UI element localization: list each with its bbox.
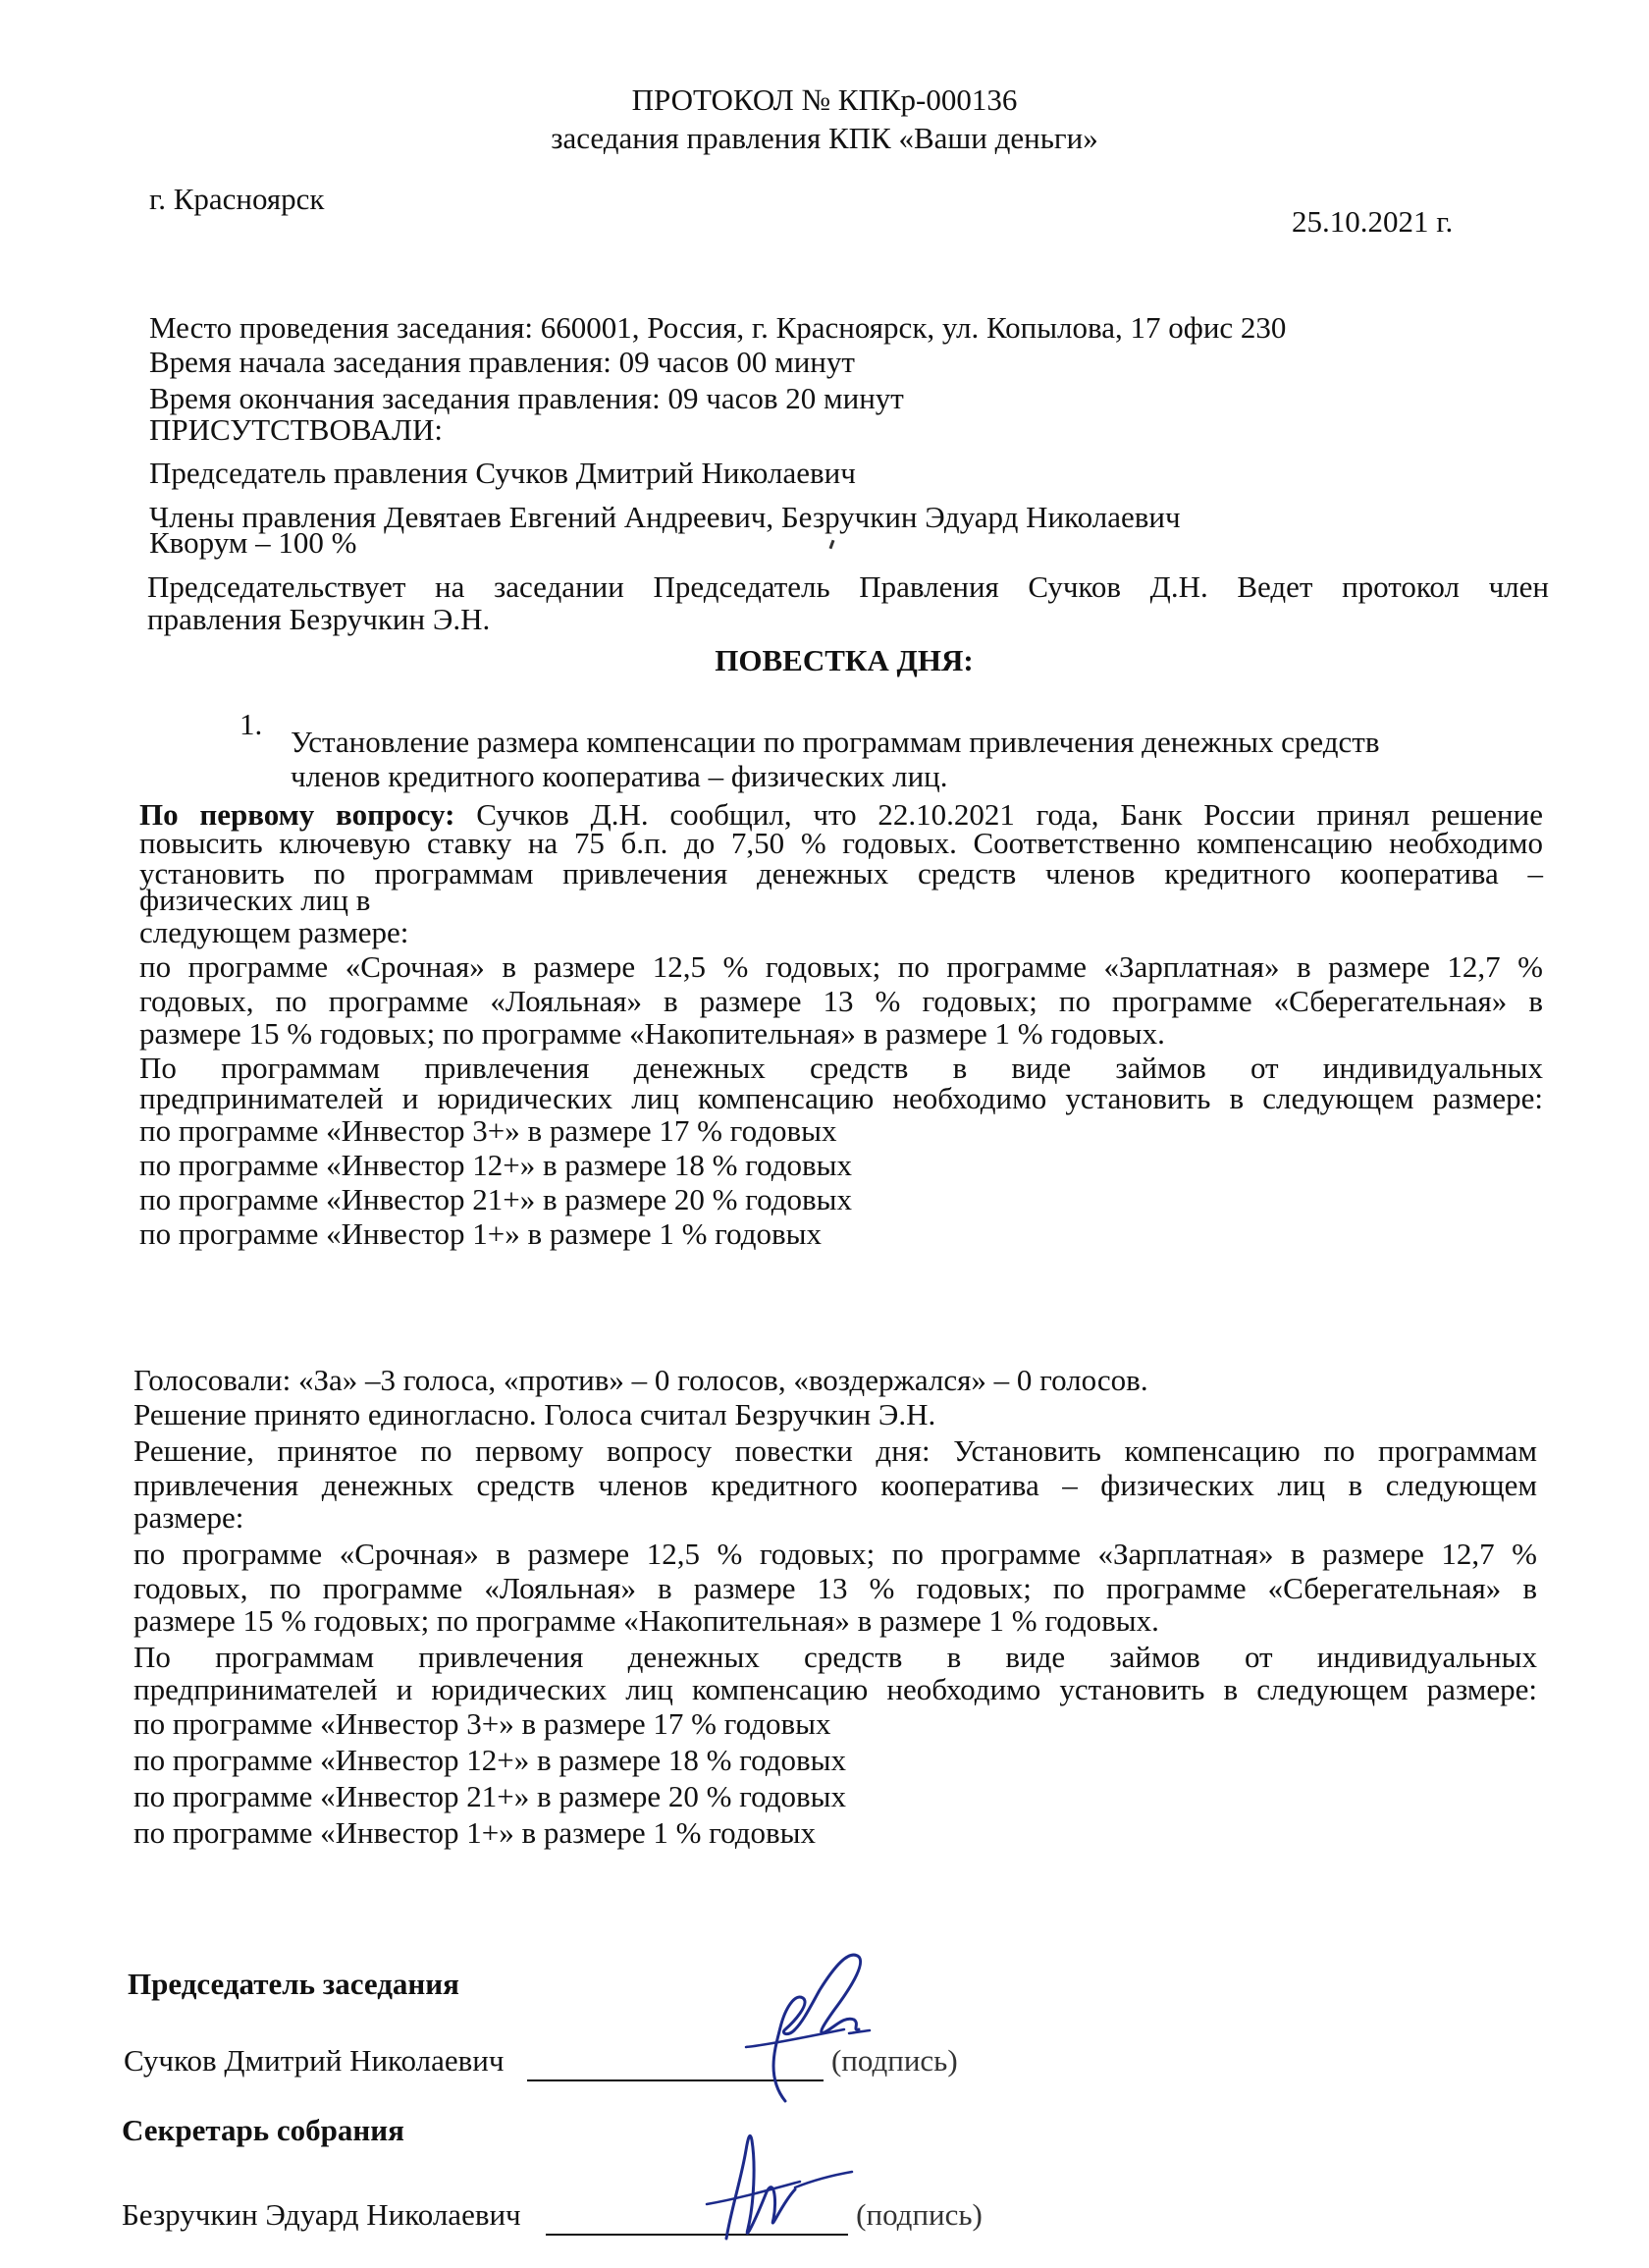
document-title: ПРОТОКОЛ № КПКр-000136 <box>631 82 1018 117</box>
first-question-text: Сучков Д.Н. сообщил, что 22.10.2021 года, Банк России принял решение <box>454 797 1543 832</box>
first-question-loans-2: предпринимателей и юридических лиц компенсацию необходимо установить в следующем размере: <box>139 1081 1543 1115</box>
decision-rates-1: по программе «Срочная» в размере 12,5 % годовых; по программе «Зарплатная» в размере 12,7 % <box>133 1537 1537 1571</box>
decision-rates-3: размере 15 % годовых; по программе «Накопительная» в размере 1 % годовых. <box>133 1603 1159 1638</box>
decision-rates-2: годовых, по программе «Лояльная» в размере 13 % годовых; по программе «Сберегательная» в <box>133 1571 1537 1605</box>
first-question-label: По первому вопросу: <box>139 797 455 832</box>
first-question-paragraph <box>139 795 1543 1253</box>
meeting-start-time: Время начала заседания правления: 09 часов 00 минут <box>149 345 855 379</box>
decision-investor-item: по программе «Инвестор 12+» в размере 18 % годовых <box>133 1743 846 1777</box>
vote-unanimous: Решение принято единогласно. Голоса считал Безручкин Э.Н. <box>133 1397 936 1431</box>
agenda-title: ПОВЕСТКА ДНЯ: <box>715 643 974 677</box>
stray-mark <box>829 540 835 549</box>
meeting-place-value: 660001, Россия, г. Красноярск, ул. Копылова, 17 офис 230 <box>533 310 1287 345</box>
agenda-item-line-2: членов кредитного кооператива – физических лиц. <box>291 759 948 793</box>
decision-line-1: Решение, принятое по первому вопросу повестки дня: Установить компенсацию по программам <box>133 1433 1537 1468</box>
first-question-rates-2: годовых, по программе «Лояльная» в размере 13 % годовых; по программе «Сберегательная» в <box>139 984 1543 1018</box>
first-question-line-4: физических лиц в <box>139 883 371 917</box>
presiding-line-2: правления Безручкин Э.Н. <box>147 602 491 636</box>
secretary-handwritten-signature <box>687 2111 883 2268</box>
decision-line-2: привлечения денежных средств членов кредитного кооператива – физических лиц в следующем <box>133 1468 1537 1502</box>
members-line: Члены правления Девятаев Евгений Андреевич, Безручкин Эдуард Николаевич <box>149 500 1181 534</box>
first-question-investor-item: по программе «Инвестор 21+» в размере 20 % годовых <box>139 1182 852 1216</box>
chair-handwritten-signature <box>687 1939 942 2116</box>
presiding-line-1: Председательствует на заседании Председатель Правления Сучков Д.Н. Ведет протокол член <box>147 569 1549 604</box>
decision-paragraph <box>133 1361 1537 1852</box>
chair-name: Сучков Дмитрий Николаевич <box>124 2043 505 2078</box>
chairman-line: Председатель правления Сучков Дмитрий Николаевич <box>149 456 856 490</box>
first-question-loans-1: По программам привлечения денежных средств в виде займов от индивидуальных <box>139 1051 1543 1085</box>
document-subtitle: заседания правления КПК «Ваши деньги» <box>551 121 1098 155</box>
decision-investor-item: по программе «Инвестор 1+» в размере 1 % годовых <box>133 1815 816 1850</box>
vote-result: Голосовали: «За» –3 голоса, «против» – 0 голосов, «воздержался» – 0 голосов. <box>133 1363 1148 1397</box>
document-date: 25.10.2021 г. <box>1292 204 1454 239</box>
first-question-line-3: установить по программам привлечения денежных средств членов кредитного кооператива – <box>139 856 1543 891</box>
secretary-sign-hint: (подпись) <box>856 2197 983 2232</box>
presiding-paragraph <box>147 567 1549 638</box>
meeting-place-label: Место проведения заседания: <box>149 310 534 345</box>
first-question-investor-item: по программе «Инвестор 1+» в размере 1 % годовых <box>139 1216 822 1251</box>
secretary-name: Безручкин Эдуард Николаевич <box>122 2197 521 2232</box>
first-question-line-5: следующем размере: <box>139 915 409 949</box>
decision-loans-2: предпринимателей и юридических лиц компенсацию необходимо установить в следующем размере: <box>133 1672 1537 1706</box>
decision-investor-item: по программе «Инвестор 3+» в размере 17 % годовых <box>133 1706 831 1741</box>
present-heading: ПРИСУТСТВОВАЛИ: <box>149 412 443 447</box>
meeting-place <box>149 308 1286 347</box>
decision-loans-1: По программам привлечения денежных средств в виде займов от индивидуальных <box>133 1640 1537 1674</box>
agenda-item-line-1: Установление размера компенсации по программам привлечения денежных средств <box>291 725 1380 759</box>
secretary-title: Секретарь собрания <box>122 2113 404 2147</box>
chair-sign-hint: (подпись) <box>830 2043 958 2078</box>
first-question-line-2: повысить ключевую ставку на 75 б.п. до 7,50 % годовых. Соответственно компенсацию необходимо <box>139 826 1543 860</box>
first-question-rates-1: по программе «Срочная» в размере 12,5 % годовых; по программе «Зарплатная» в размере 12,7 % <box>139 949 1543 984</box>
quorum-line: Кворум – 100 % <box>149 525 357 560</box>
meeting-end-time: Время окончания заседания правления: 09 часов 20 минут <box>149 381 904 415</box>
first-question-investor-item: по программе «Инвестор 3+» в размере 17 % годовых <box>139 1113 837 1148</box>
city: г. Красноярск <box>149 182 325 216</box>
first-question-rates-3: размере 15 % годовых; по программе «Накопительная» в размере 1 % годовых. <box>139 1016 1165 1051</box>
decision-investor-item: по программе «Инвестор 21+» в размере 20 % годовых <box>133 1779 846 1813</box>
chair-title: Председатель заседания <box>128 1967 459 2001</box>
agenda-item-number: 1. <box>239 707 263 741</box>
first-question-investor-item: по программе «Инвестор 12+» в размере 18 % годовых <box>139 1148 852 1182</box>
decision-line-3: размере: <box>133 1500 244 1535</box>
